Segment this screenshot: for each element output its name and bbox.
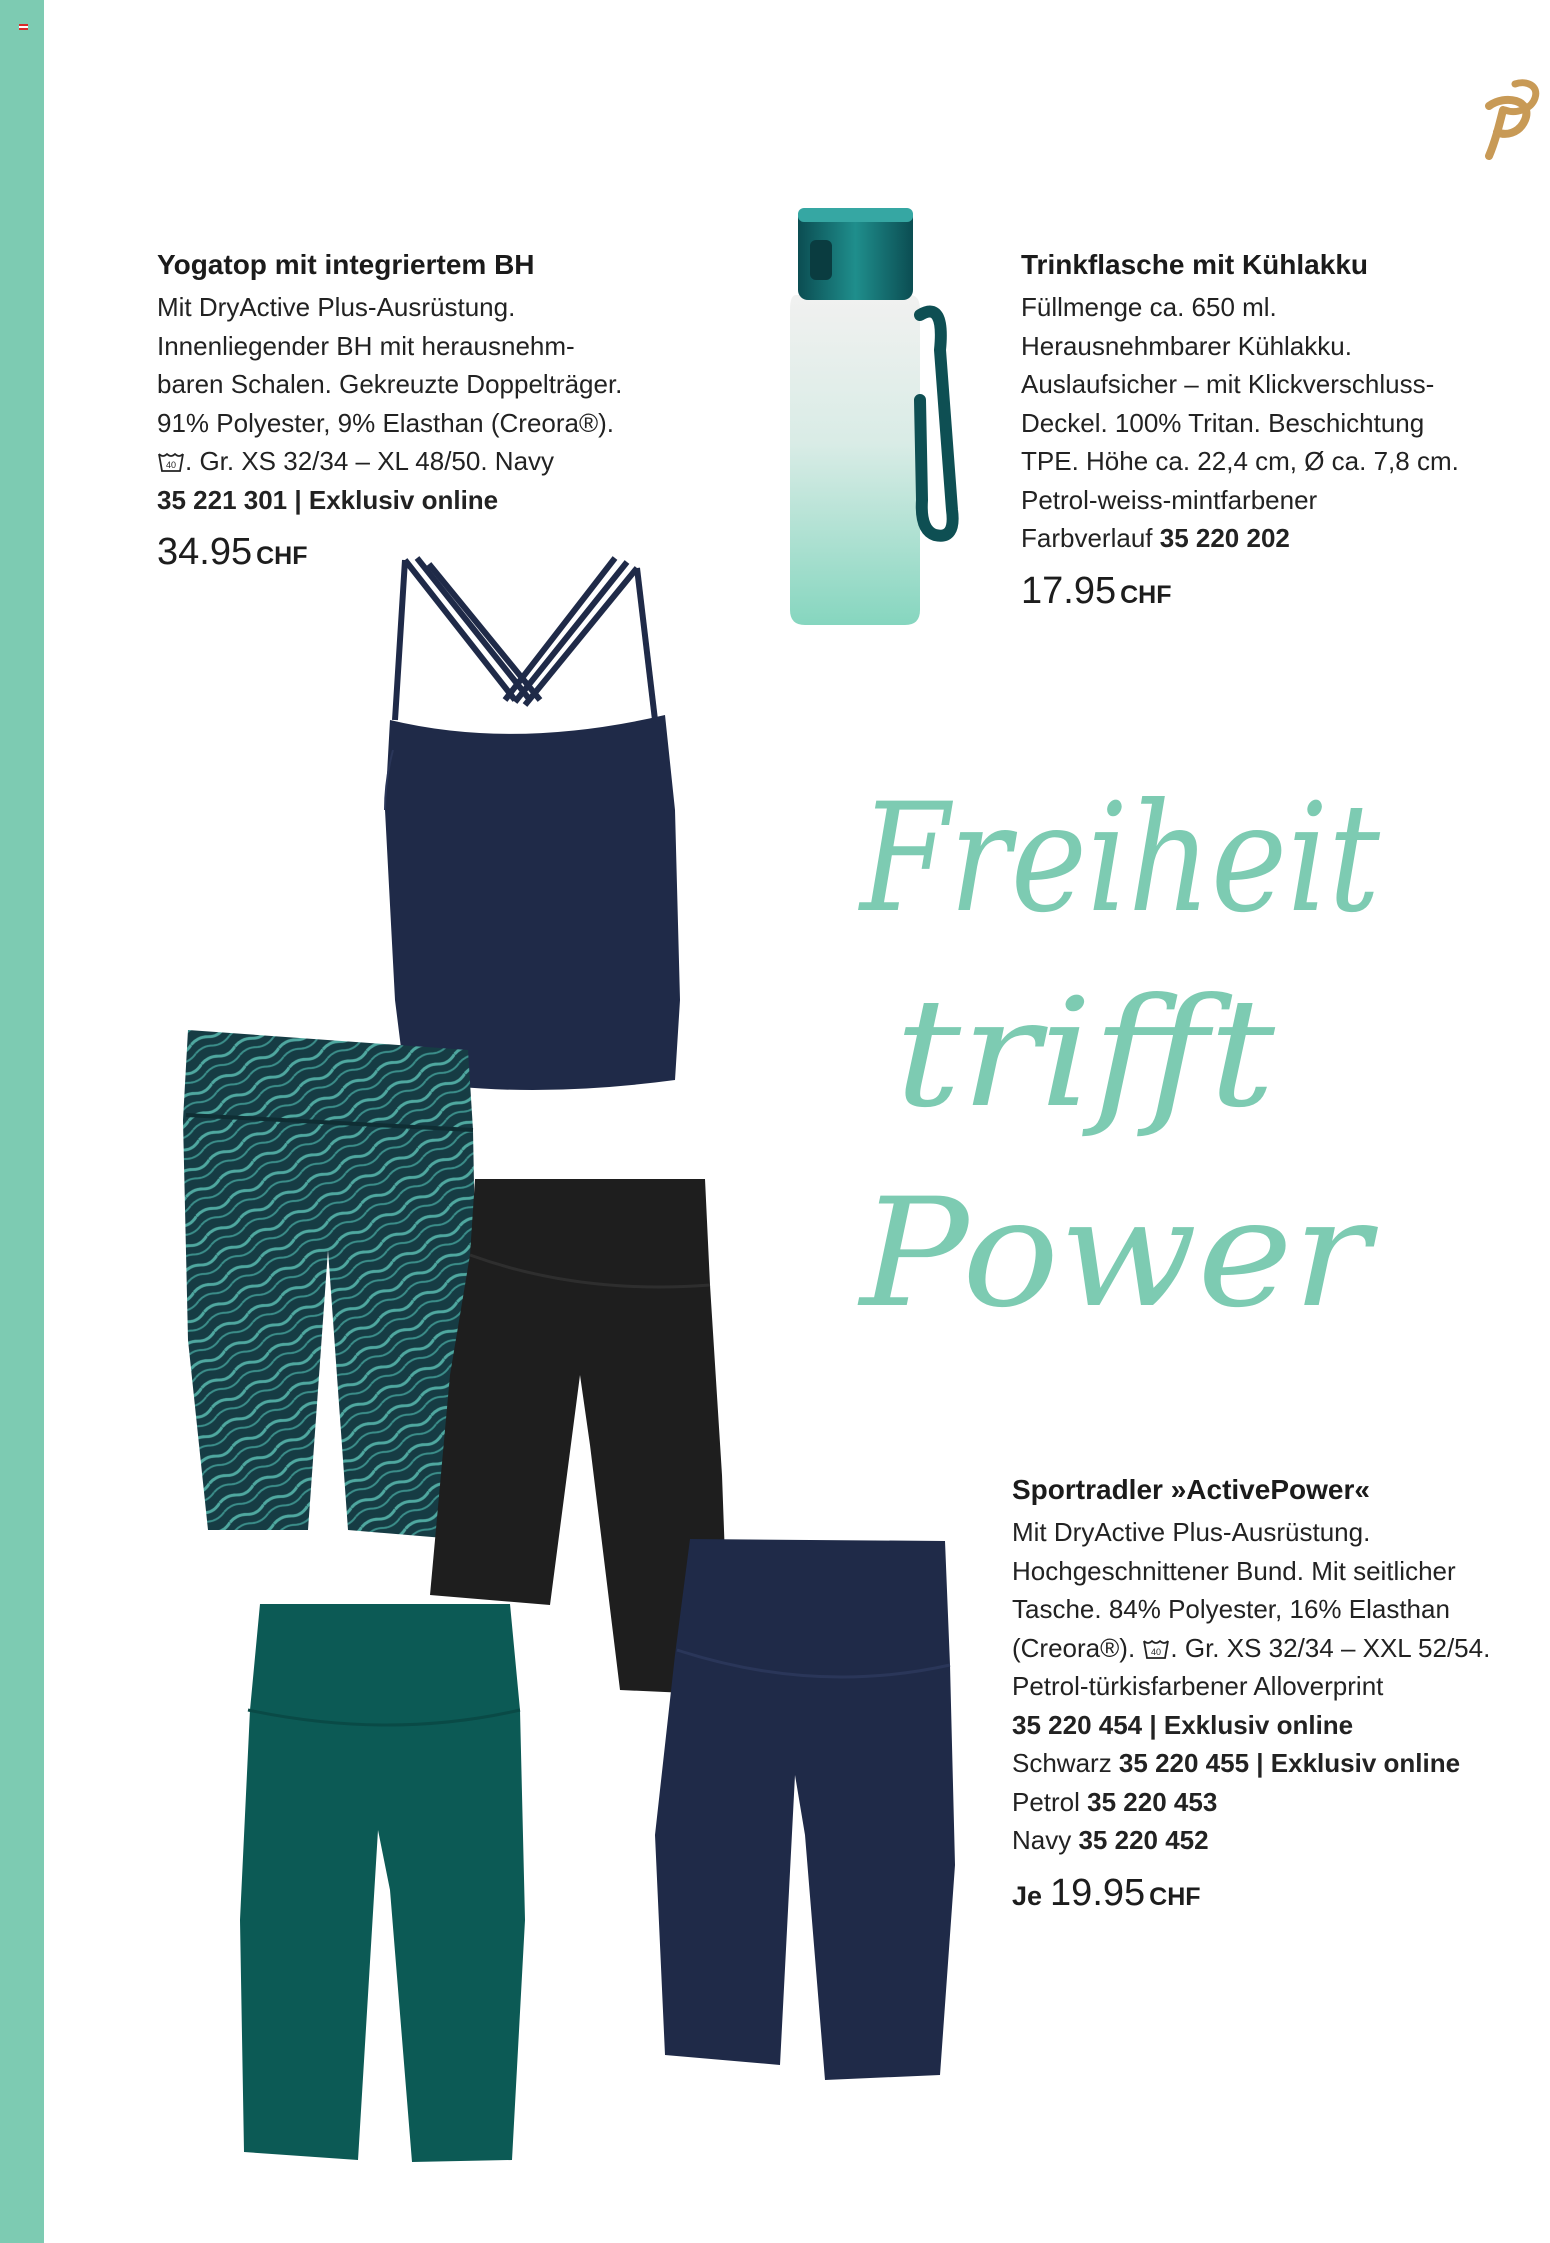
article-number: 35 220 202	[1159, 523, 1290, 553]
variant-color: Navy	[1012, 1825, 1079, 1855]
product-radler	[1012, 1471, 1490, 1915]
description-line: Petrol-weiss-mintfarbener	[1021, 484, 1318, 515]
wash-temperature: 40	[165, 460, 177, 470]
article-number: 35 220 454 | Exklusiv online	[1012, 1709, 1354, 1740]
price-row	[1021, 570, 1459, 613]
description-line: Deckel. 100% Tritan. Beschichtung	[1021, 407, 1425, 438]
color-line: Petrol-türkisfarbener Alloverprint	[1012, 1671, 1384, 1701]
petrol-shorts-image	[240, 1600, 530, 2170]
variant-line	[1012, 1744, 1490, 1783]
yogatop-image	[365, 550, 685, 1090]
size-text: . Gr. XS 32/34 – XL 48/50. Navy	[185, 446, 555, 476]
description-line: Tasche. 84% Polyester, 16% Elasthan	[1012, 1594, 1450, 1624]
size-text: . Gr. XS 32/34 – XXL 52/54.	[1170, 1632, 1491, 1663]
product-title: Yogatop mit integriertem BH	[157, 249, 535, 280]
description-line: Hochgeschnittener Bund. Mit seitlicher	[1012, 1555, 1456, 1586]
price-row	[1012, 1872, 1490, 1915]
side-color-stripe	[0, 0, 44, 2243]
product-title: Sportradler »ActivePower«	[1012, 1474, 1370, 1505]
variant-article: 35 220 455 | Exklusiv online	[1118, 1748, 1461, 1778]
brand-logo	[1475, 80, 1545, 162]
product-bottle	[1021, 246, 1459, 613]
description-line: TPE. Höhe ca. 22,4 cm, Ø ca. 7,8 cm.	[1021, 446, 1459, 476]
price-currency: CHF	[1120, 580, 1172, 609]
product-yogatop	[157, 246, 622, 574]
headline-line-3: Power	[856, 1167, 1379, 1341]
variant-line	[1012, 1783, 1490, 1822]
description-line: Innenliegender BH mit herausnehm-	[157, 330, 575, 361]
description-line: Auslaufsicher – mit Klickverschluss-	[1021, 369, 1435, 399]
headline-line-2: trifft	[895, 967, 1276, 1141]
size-line	[1012, 1629, 1490, 1668]
flag-icon	[19, 24, 28, 30]
price-value: 17.95	[1021, 569, 1117, 612]
color-text: Farbverlauf	[1021, 523, 1160, 553]
description-line: 91% Polyester, 9% Elasthan (Creora®).	[157, 407, 615, 438]
bottle-image	[770, 200, 980, 630]
variant-line	[1012, 1821, 1490, 1860]
wash-40-icon	[1142, 1637, 1170, 1661]
description-line	[1021, 519, 1459, 558]
price-value: 34.95	[157, 531, 253, 573]
script-headline	[840, 760, 1400, 1360]
variant-color: Petrol	[1012, 1786, 1088, 1817]
product-title: Trinkflasche mit Kühlakku	[1021, 249, 1368, 280]
article-number: 35 221 301 | Exklusiv online	[157, 484, 499, 515]
size-line	[157, 442, 622, 481]
price-currency: CHF	[256, 542, 308, 570]
wash-40-icon	[157, 450, 185, 474]
description-line: Herausnehmbarer Kühlakku.	[1021, 330, 1352, 361]
description-line: Füllmenge ca. 650 ml.	[1021, 292, 1277, 322]
price-value: 19.95	[1050, 1871, 1146, 1914]
navy-shorts-image	[655, 1535, 955, 2085]
creora-text: (Creora®).	[1012, 1632, 1136, 1663]
variant-article: 35 220 452	[1078, 1825, 1209, 1855]
tchibo-logo-icon	[1475, 80, 1545, 162]
price-currency: CHF	[1149, 1882, 1201, 1911]
description-line: Mit DryActive Plus-Ausrüstung.	[1012, 1517, 1371, 1547]
description-line: Mit DryActive Plus-Ausrüstung.	[157, 292, 516, 322]
headline-line-1: Freiheit	[857, 772, 1381, 946]
description-line: baren Schalen. Gekreuzte Doppelträger.	[157, 369, 623, 399]
price-prefix: Je	[1012, 1880, 1043, 1911]
variant-article: 35 220 453	[1087, 1786, 1218, 1817]
variant-color: Schwarz	[1012, 1748, 1119, 1778]
wash-temperature: 40	[1151, 1646, 1162, 1657]
